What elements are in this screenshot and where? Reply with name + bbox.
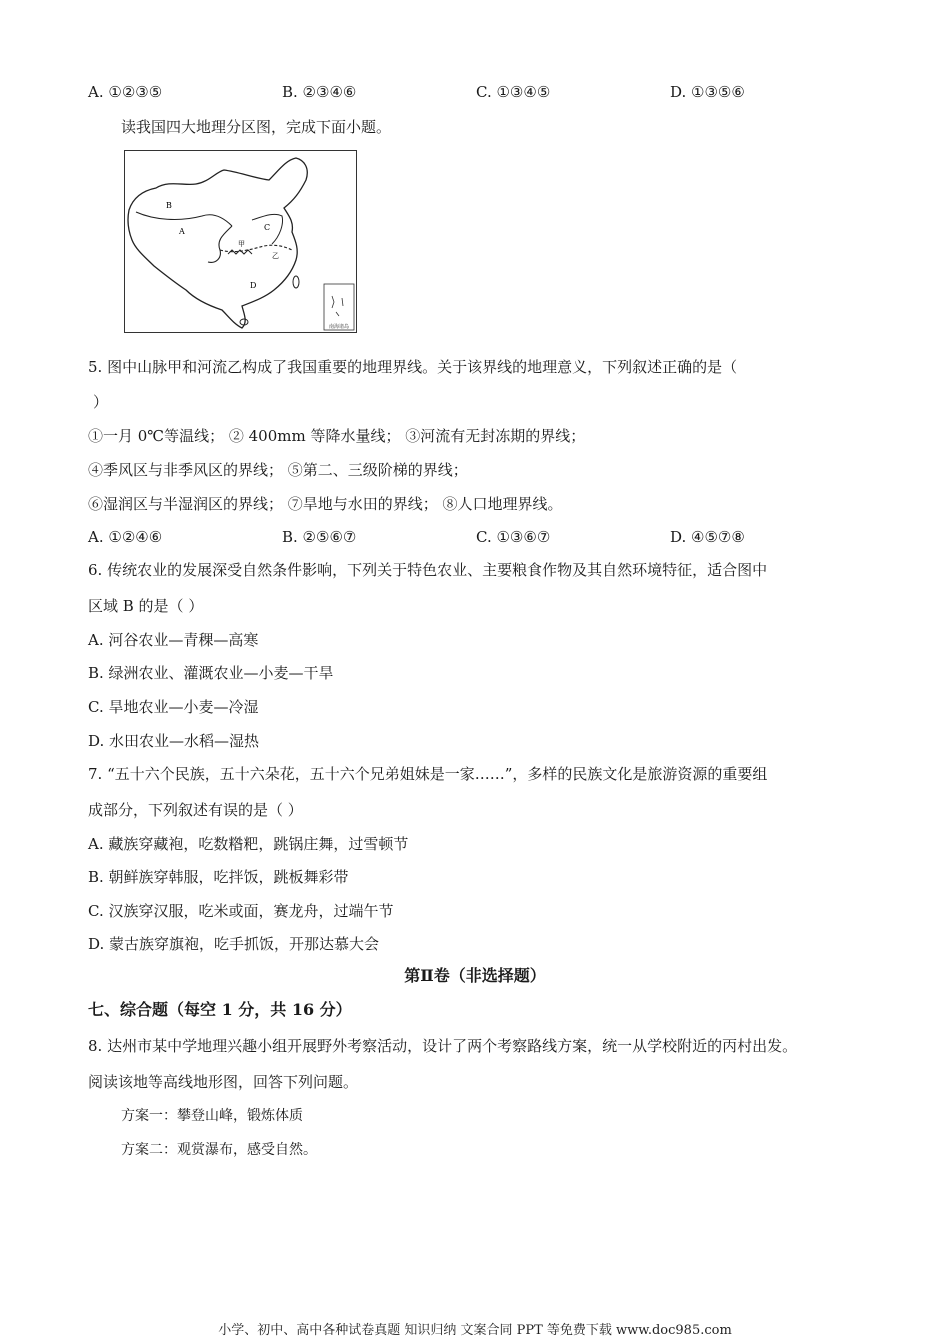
china-regions-map [124,150,357,333]
q7-option-d: D. 蒙古族穿旗袍，吃手抓饭，开那达慕大会 [88,935,380,953]
map-label-jia: 甲 [238,240,245,248]
q7-option-b: B. 朝鲜族穿韩服，吃拌饭，跳板舞彩带 [88,868,349,886]
page-footer: 小学、初中、高中各种试卷真题 知识归纳 文案合同 PPT 等免费下载 www.doc985.com [218,1323,732,1338]
q6-option-b: B. 绿洲农业、灌溉农业—小麦—干旱 [88,664,334,682]
map-label-d: D [250,281,257,290]
q8-plan1: 方案一：攀登山峰，锻炼体质 [121,1108,303,1124]
map-label-yi: 乙 [272,252,279,260]
q5-option-a: A. ①②④⑥ [88,528,163,546]
map-label-a: A [179,227,185,236]
q7-stem-line2: 成部分，下列叙述有误的是（ ） [88,801,303,819]
q5-option-c: C. ①③⑥⑦ [476,528,551,546]
prev-option-b: B. ②③④⑥ [282,83,357,101]
part2-title: 第Ⅱ卷（非选择题） [404,966,546,985]
q5-stem-line1: 5. 图中山脉甲和河流乙构成了我国重要的地理界线。关于该界线的地理意义，下列叙述正确的是（ [88,358,738,376]
q5-item-line1: ①一月 0℃等温线； ② 400mm 等降水量线； ③河流有无封冻期的界线； [88,427,586,445]
q5-option-d: D. ④⑤⑦⑧ [670,528,745,546]
q8-stem-line2: 阅读该地等高线地形图，回答下列问题。 [88,1073,359,1091]
q8-plan2: 方案二：观赏瀑布，感受自然。 [121,1142,317,1158]
q7-option-a: A. 藏族穿藏袍，吃数糌粑，跳锅庄舞，过雪顿节 [88,835,409,853]
q5-item-line3: ⑥湿润区与半湿润区的界线； ⑦旱地与水田的界线； ⑧人口地理界线。 [88,495,563,513]
q6-stem-line1: 6. 传统农业的发展深受自然条件影响，下列关于特色农业、主要粮食作物及其自然环境特征，适合图中 [88,561,768,579]
q5-stem-line2: ） [93,393,109,411]
section7-title: 七、综合题（每空 1 分，共 16 分） [88,1000,352,1019]
map-label-c: C [264,223,271,232]
q5-item-line2: ④季风区与非季风区的界线； ⑤第二、三级阶梯的界线； [88,461,468,479]
prev-option-d: D. ①③⑤⑥ [670,83,745,101]
prev-option-a: A. ①②③⑤ [88,83,163,101]
q6-option-a: A. 河谷农业—青稞—高寒 [88,631,259,649]
map-intro: 读我国四大地理分区图，完成下面小题。 [121,118,392,136]
prev-option-c: C. ①③④⑤ [476,83,551,101]
q8-stem-line1: 8. 达州市某中学地理兴趣小组开展野外考察活动，设计了两个考察路线方案，统一从学校附近的丙村出发。 [88,1037,798,1055]
q6-option-c: C. 旱地农业—小麦—冷湿 [88,698,259,716]
map-label-b: B [166,201,172,210]
q5-option-b: B. ②⑤⑥⑦ [282,528,357,546]
inset-label: 南海诸岛 [328,324,350,330]
q7-option-c: C. 汉族穿汉服，吃米或面，赛龙舟，过端午节 [88,902,394,920]
q6-option-d: D. 水田农业—水稻—湿热 [88,732,260,750]
q6-stem-line2: 区域 B 的是（ ） [88,597,204,615]
q7-stem-line1: 7. “五十六个民族，五十六朵花，五十六个兄弟姐妹是一家……”，多样的民族文化是旅游资源的重要组 [88,765,768,783]
